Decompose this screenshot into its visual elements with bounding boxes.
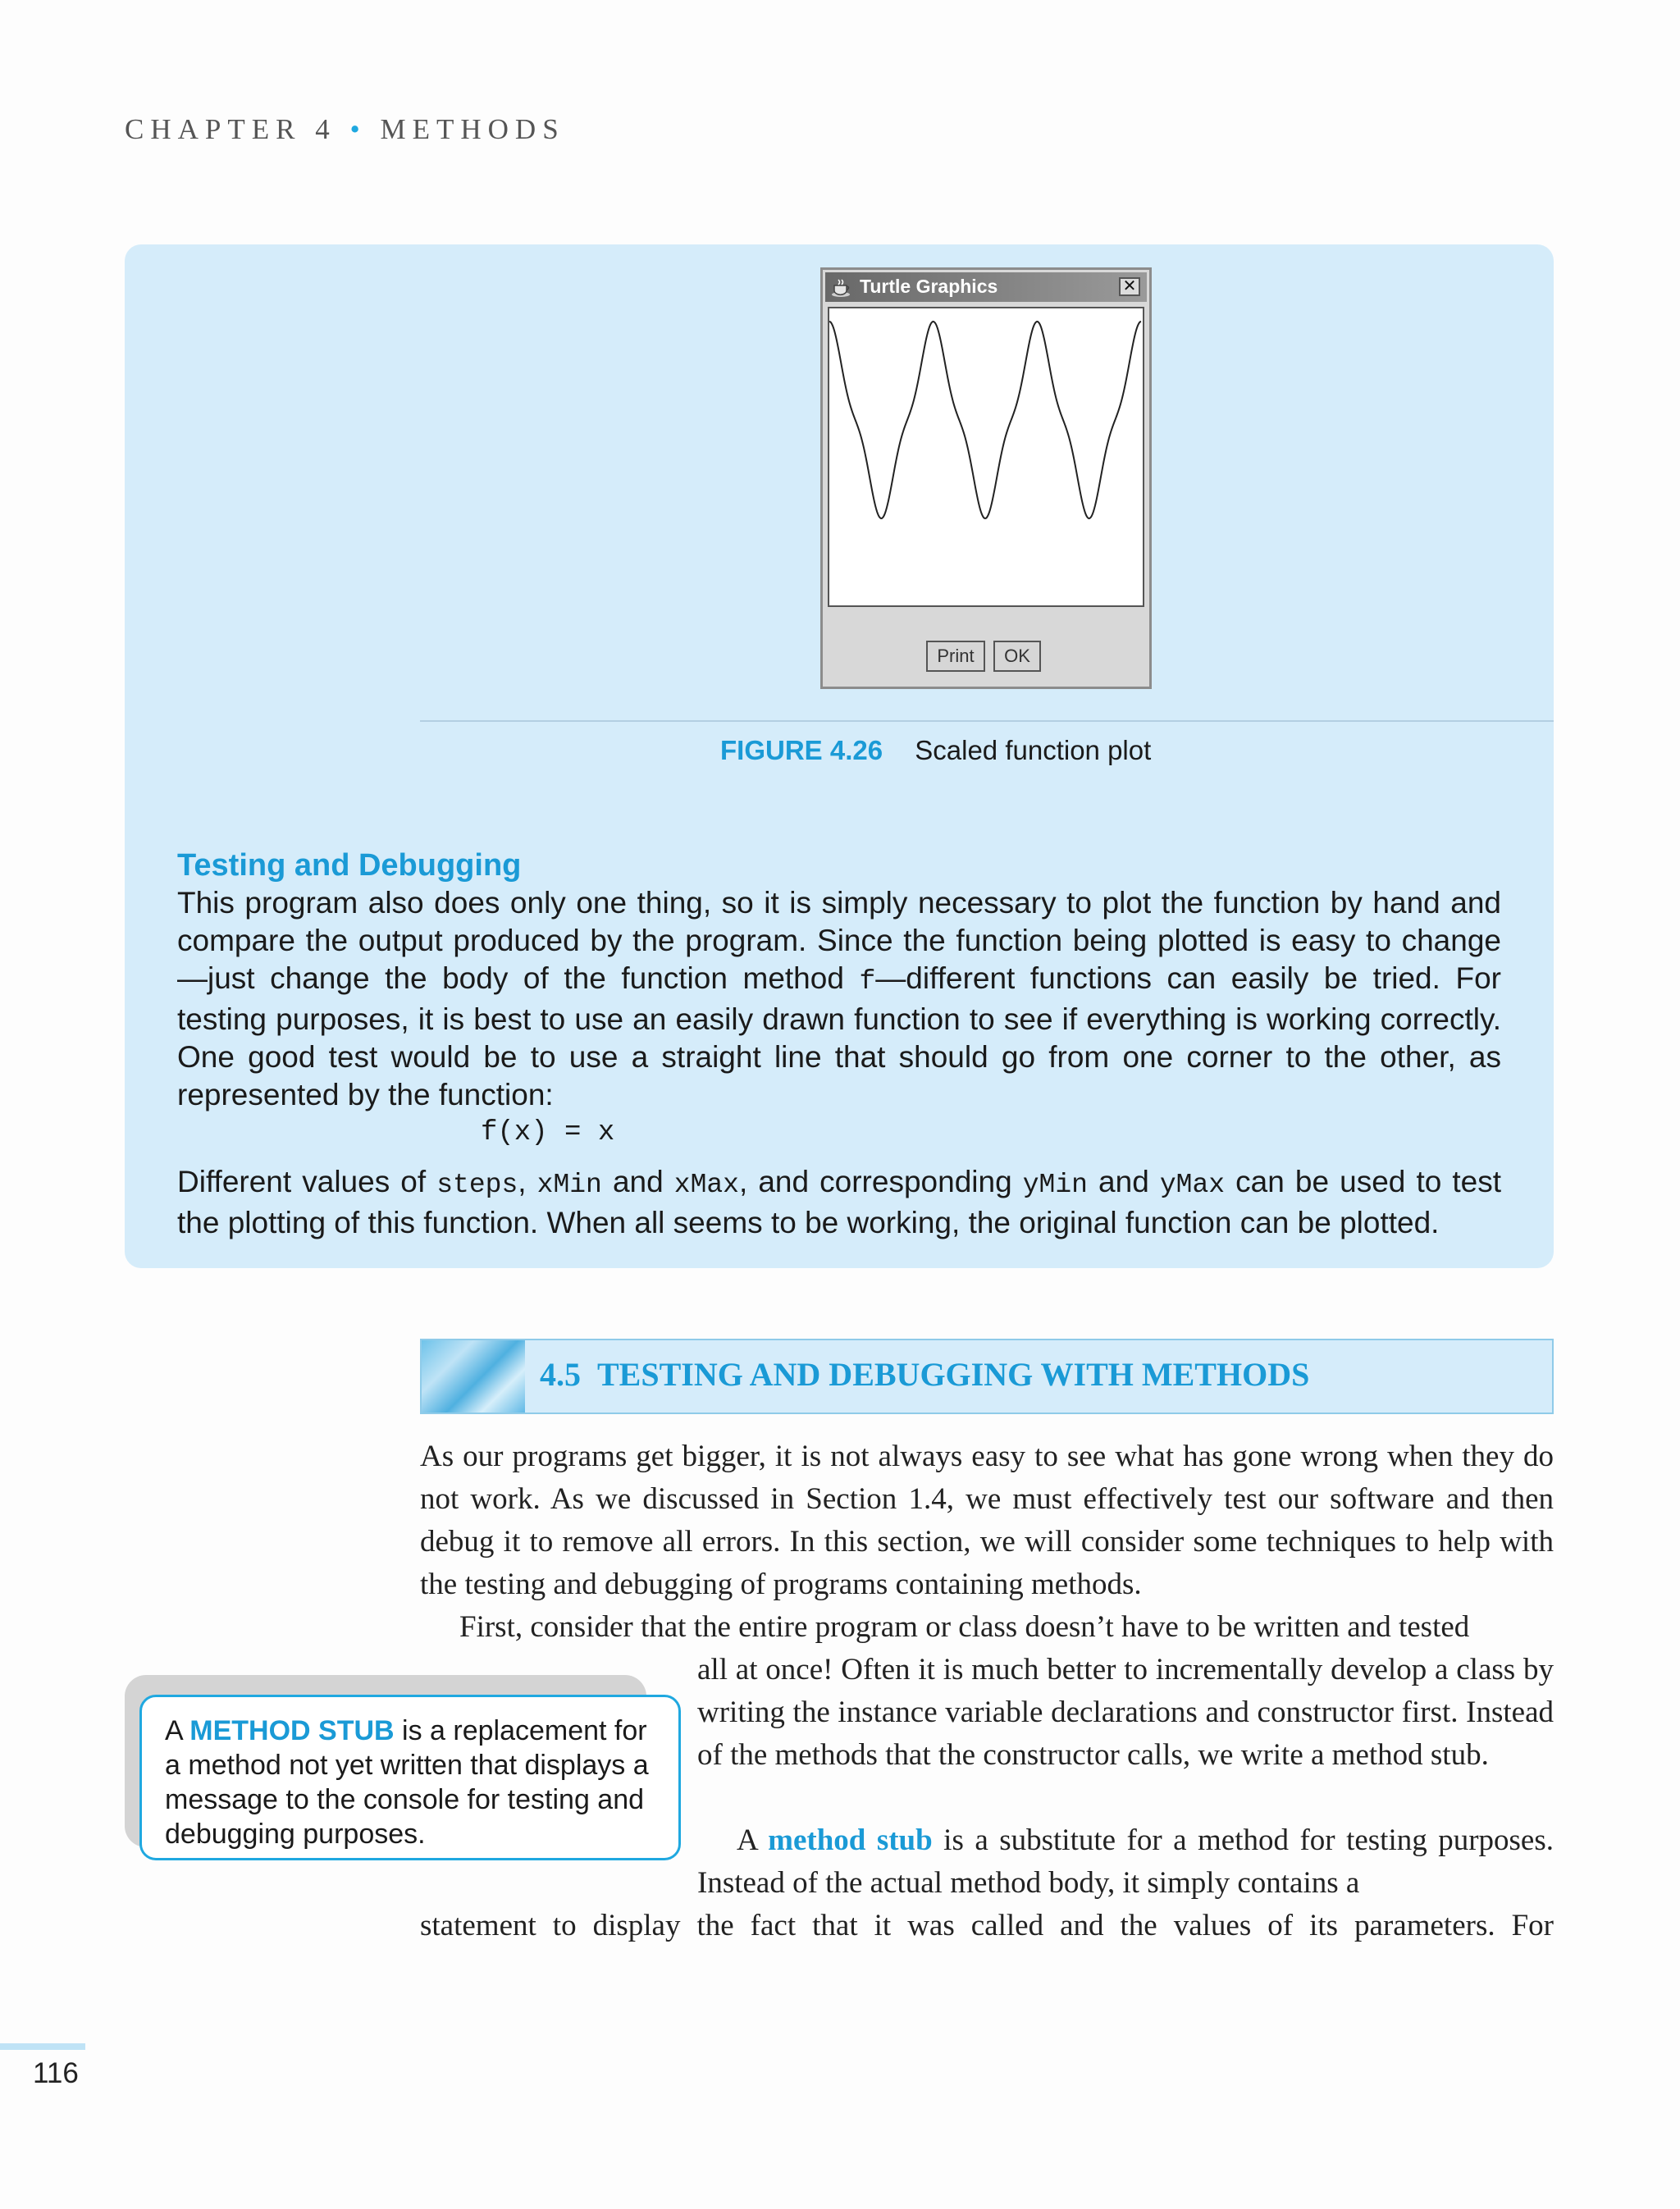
section-number: 4.5 (540, 1356, 581, 1393)
text-run: is a substitute for a method for testing purposes. Instead of the actual method body, it simply contains a (697, 1823, 1554, 1900)
testing-paragraph-2 (177, 1163, 1501, 1242)
section-paragraph-3 (697, 1819, 1554, 1905)
figure-caption (720, 735, 1151, 766)
section-heading-bar (420, 1339, 1554, 1414)
keyword: METHOD STUB (189, 1715, 395, 1746)
section-paragraph-3-last-line: statement to display the fact that it was called and the values of its parameters. For (420, 1909, 1554, 1942)
print-button[interactable]: Print (926, 641, 985, 672)
chapter-label: CHAPTER 4 (125, 113, 336, 145)
figure-number: FIGURE 4.26 (720, 735, 883, 765)
code-run: yMax (1159, 1170, 1226, 1200)
window-title: Turtle Graphics (860, 276, 998, 297)
window-titlebar (825, 272, 1147, 302)
page-number-rule (0, 2043, 85, 2050)
plot-canvas (828, 307, 1144, 607)
testing-heading: Testing and Debugging (177, 848, 522, 883)
text-run: , and corresponding (738, 1165, 1023, 1198)
text-run: and (1087, 1165, 1160, 1198)
ok-button[interactable]: OK (993, 641, 1041, 672)
header-separator: • (349, 113, 367, 145)
text-run: can be used to test the plotting of this function. When all seems to be working, the original function can be plotted. (177, 1165, 1502, 1239)
code-run: yMin (1022, 1170, 1088, 1200)
section-paragraph-2-line-1: First, consider that the entire program or class doesn’t have to be written and tested (459, 1610, 1470, 1644)
close-button[interactable]: ✕ (1119, 277, 1140, 296)
text-run: is a replacement for a method not yet written that displays a message to the console for testing and debugging purposes. (165, 1715, 649, 1850)
text-run: A (737, 1823, 769, 1857)
section-title (540, 1355, 1309, 1394)
function-plot (829, 308, 1143, 605)
code-run: xMax (673, 1170, 739, 1200)
text-run: This program also does only one thing, so it is simply necessary to plot the function by hand and compare the output produced by the program. Since the function being plotted is easy to change—just change the body of the function method (177, 886, 1501, 995)
text-run: Different values of (177, 1165, 437, 1198)
section-title-text: TESTING AND DEBUGGING WITH METHODS (597, 1356, 1310, 1393)
code-line: f(x) = x (481, 1117, 615, 1148)
figure-caption-text: Scaled function plot (915, 735, 1152, 765)
text-run: —different functions can easily be tried. For testing purposes, it is best to use an easily drawn function to see if everything is working correctly. One good test would be to use a straight line that should go from one corner to the other, as represented by the function: (177, 961, 1501, 1111)
testing-paragraph-1 (177, 884, 1501, 1114)
text-run: A (165, 1715, 190, 1746)
chapter-title: METHODS (380, 113, 565, 145)
code-run: xMin (536, 1170, 602, 1200)
section-paragraph-1: As our programs get bigger, it is not always easy to see what has gone wrong when they do not work. As we discussed in Section 1.4, we must effectively test our software and then debug it to remove all errors. In this section, we will consider some techniques to help with the testing and debugging of programs containing methods. (420, 1440, 1554, 1601)
plot-curve (829, 322, 1141, 518)
section-paragraph-2: all at once! Often it is much better to incrementally develop a class by writing the instance variable declarations and constructor first. Instead of the methods that the constructor calls, we write a method stub. (697, 1653, 1554, 1772)
margin-note (139, 1695, 681, 1860)
figure-divider (420, 720, 1554, 722)
turtle-graphics-window (820, 267, 1152, 689)
keyboard-photo (422, 1340, 525, 1413)
code-run: f (859, 966, 876, 997)
page-number: 116 (33, 2057, 79, 2089)
text-run: and (601, 1165, 674, 1198)
running-header (125, 113, 565, 146)
margin-note-text (165, 1714, 667, 1851)
text-run: , (518, 1165, 537, 1198)
keyword: method stub (768, 1823, 933, 1857)
code-run: steps (436, 1170, 518, 1200)
java-cup-icon (830, 278, 853, 298)
